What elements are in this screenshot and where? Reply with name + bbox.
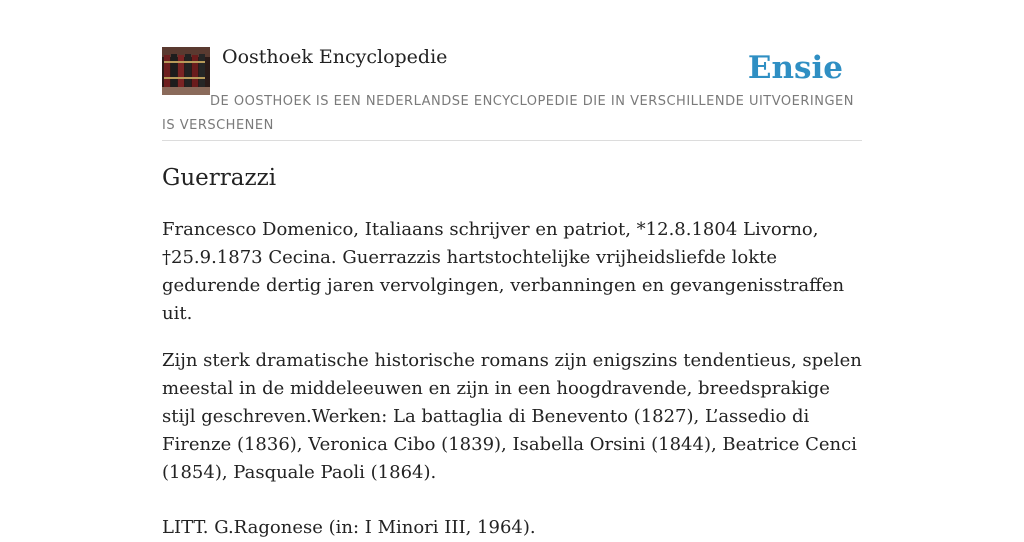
site-header [162, 44, 862, 141]
article-paragraph: Zijn sterk dramatische historische romans zijn enigszins tendentieus, spelen meestal in de middeleeuwen en zijn in een hoogdravende, breedsprakige stijl geschreven.Werken: La battaglia di Benevento (1827), L’assedio di Firenze (1836), Veronica Cibo (1839), Isabella Orsini (1844), Beatrice Cenci (1854), Pasquale Paoli (1864). [162, 350, 862, 483]
article-literature: LITT. G.Ragonese (in: I Minori III, 1964). [162, 517, 536, 538]
ensie-logo[interactable]: Ensie [747, 50, 843, 86]
encyclopedia-books-icon[interactable] [162, 47, 210, 95]
site-tagline: DE OOSTHOEK IS EEN NEDERLANDSE ENCYCLOPEDIE DIE IN VERSCHILLENDE UITVOERINGEN IS VERSCHENEN [162, 94, 854, 133]
article [162, 162, 867, 542]
site-title[interactable]: Oosthoek Encyclopedie [222, 46, 448, 68]
article-title: Guerrazzi [162, 165, 277, 191]
article-paragraph: Francesco Domenico, Italiaans schrijver en patriot, *12.8.1804 Livorno, †25.9.1873 Cecina. Guerrazzis hartstochtelijke vrijheidsliefde lokte gedurende dertig jaren vervolgingen, verbanningen en gevangenisstraffen uit. [162, 219, 845, 324]
